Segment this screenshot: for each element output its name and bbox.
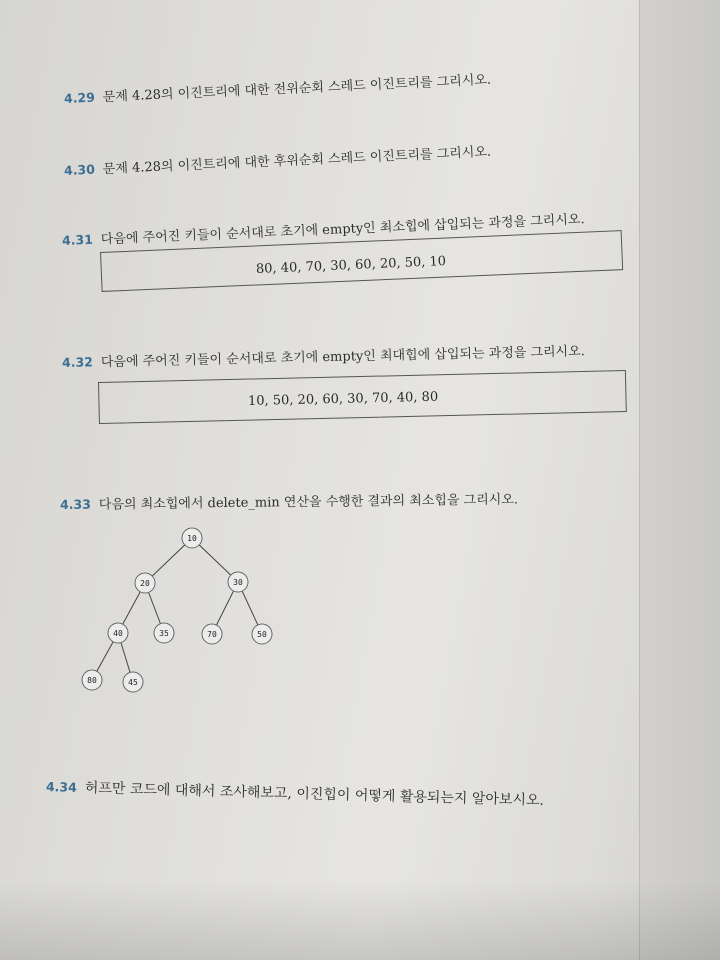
node-label: 10 [187,534,197,543]
node-label: 80 [87,676,97,685]
problem-number: 4.31 [61,231,94,248]
keys-4-31: 80, 40, 70, 30, 60, 20, 50, 10 [255,254,447,277]
problem-text: 허프만 코드에 대해서 조사해보고, 이진힙이 어떻게 활용되는지 알아보시오. [84,780,545,809]
problem-text: 문제 4.28의 이진트리에 대한 전위순회 스레드 이진트리를 그리시오. [102,72,492,106]
problem-number: 4.34 [45,779,78,795]
tree-node [108,623,128,643]
keys-4-32: 10, 50, 20, 60, 30, 70, 40, 80 [247,389,439,409]
node-label: 45 [128,678,138,687]
problem-number: 4.30 [63,161,96,178]
tree-node-root [182,528,202,548]
problem-number: 4.29 [63,89,96,106]
tree-node [252,624,272,644]
problem-text: 문제 4.28의 이진트리에 대한 후위순회 스레드 이진트리를 그리시오. [102,144,492,178]
problem-text: 다음의 최소힙에서 delete_min 연산을 수행한 결과의 최소힙을 그리시오. [98,492,519,513]
problem-number: 4.32 [61,354,94,370]
node-label: 70 [207,630,217,639]
problem-text: 다음에 주어진 키들이 순서대로 초기에 empty인 최소힙에 삽입되는 과정을 그리시오. [100,212,585,248]
problem-number: 4.33 [59,496,91,512]
tree-node [228,572,248,592]
node-label: 30 [233,578,243,587]
node-label: 50 [257,630,267,639]
tree-node [123,672,143,692]
node-label: 20 [140,579,150,588]
tree-edges [92,538,262,682]
tree-node [82,670,102,690]
node-label: 40 [113,629,123,638]
page-shadow [0,880,720,960]
tree-node [202,624,222,644]
tree-node [154,623,174,643]
tree-node [135,573,155,593]
node-label: 35 [159,629,169,638]
problem-text: 다음에 주어진 키들이 순서대로 초기에 empty인 최대힙에 삽입되는 과정을 그리시오. [100,344,586,371]
